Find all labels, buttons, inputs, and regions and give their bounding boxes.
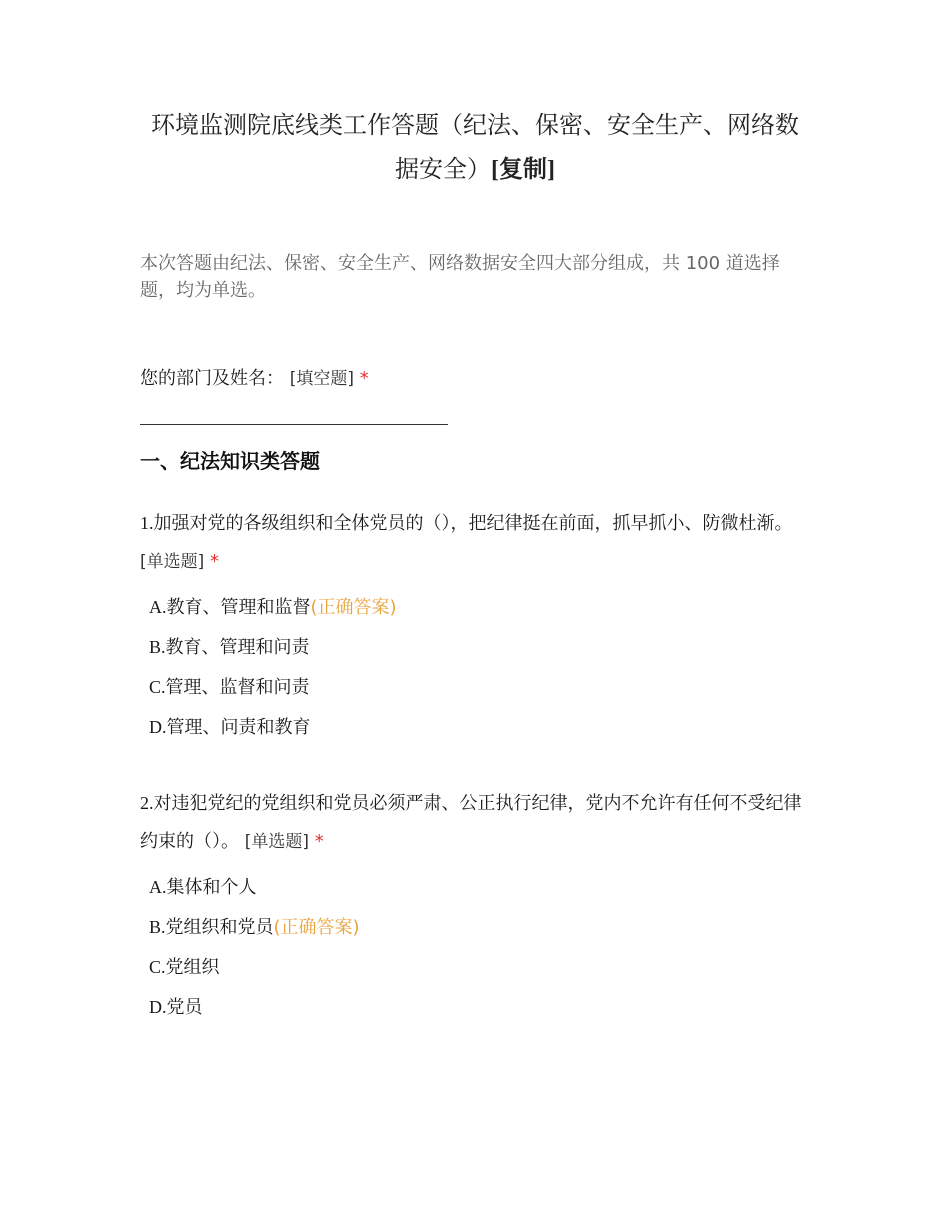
question-stem: [140, 504, 810, 581]
option-b: [140, 627, 810, 667]
option-letter: B.: [149, 917, 166, 937]
section-heading: 一、纪法知识类答题: [140, 449, 320, 473]
question-label: 您的部门及姓名：: [140, 368, 284, 389]
required-mark: *: [314, 831, 324, 852]
department-name-question: [140, 365, 369, 393]
option-letter: D.: [149, 997, 167, 1017]
option-a: [140, 587, 810, 627]
option-text: 教育、管理和监督: [166, 597, 311, 618]
option-c: [140, 947, 810, 987]
option-letter: D.: [149, 717, 167, 737]
option-b: [140, 907, 810, 947]
option-letter: C.: [149, 677, 166, 697]
question-type: [填空题]: [289, 369, 354, 389]
option-d: [140, 707, 810, 747]
question-text: 对违犯党纪的党组织和党员必须严肃、公正执行纪律，党内不允许有任何不受纪律约束的（）。: [140, 793, 802, 852]
option-text: 管理、监督和问责: [165, 677, 310, 698]
question-type: [单选题]: [140, 552, 205, 572]
option-text: 党组织: [165, 957, 220, 978]
option-text: 教育、管理和问责: [165, 637, 310, 658]
option-a: [140, 867, 810, 907]
option-letter: C.: [149, 957, 166, 977]
option-text: 党员: [166, 997, 203, 1018]
option-list: [140, 867, 810, 1027]
option-list: [140, 587, 810, 747]
title-main: 环境监测院底线类工作答题（纪法、保密、安全生产、网络数据安全）: [151, 113, 799, 183]
answer-blank-line: [140, 424, 448, 425]
option-text: 党组织和党员: [165, 917, 274, 938]
correct-answer-marker: (正确答案): [273, 917, 360, 938]
correct-answer-marker: (正确答案): [310, 597, 397, 618]
question-number: 1.: [140, 513, 154, 533]
option-d: [140, 987, 810, 1027]
option-letter: B.: [149, 637, 166, 657]
question-number: 2.: [140, 793, 154, 813]
option-c: [140, 667, 810, 707]
option-text: 管理、问责和教育: [166, 717, 311, 738]
question-text: 加强对党的各级组织和全体党员的（），把纪律挺在前面，抓早抓小、防微杜渐。: [153, 513, 793, 534]
option-letter: A.: [149, 597, 167, 617]
question-1: [140, 504, 810, 747]
document-title: [140, 104, 810, 192]
intro-text: 本次答题由纪法、保密、安全生产、网络数据安全四大部分组成，共 100 道选择题，均为单选。: [140, 253, 780, 301]
question-stem: [140, 784, 810, 861]
option-letter: A.: [149, 877, 167, 897]
required-mark: *: [210, 551, 219, 572]
option-text: 集体和个人: [166, 877, 257, 898]
question-2: [140, 784, 810, 1027]
required-mark: *: [359, 368, 369, 389]
copy-tag: [复制]: [491, 157, 555, 183]
question-type: [单选题]: [244, 832, 309, 852]
